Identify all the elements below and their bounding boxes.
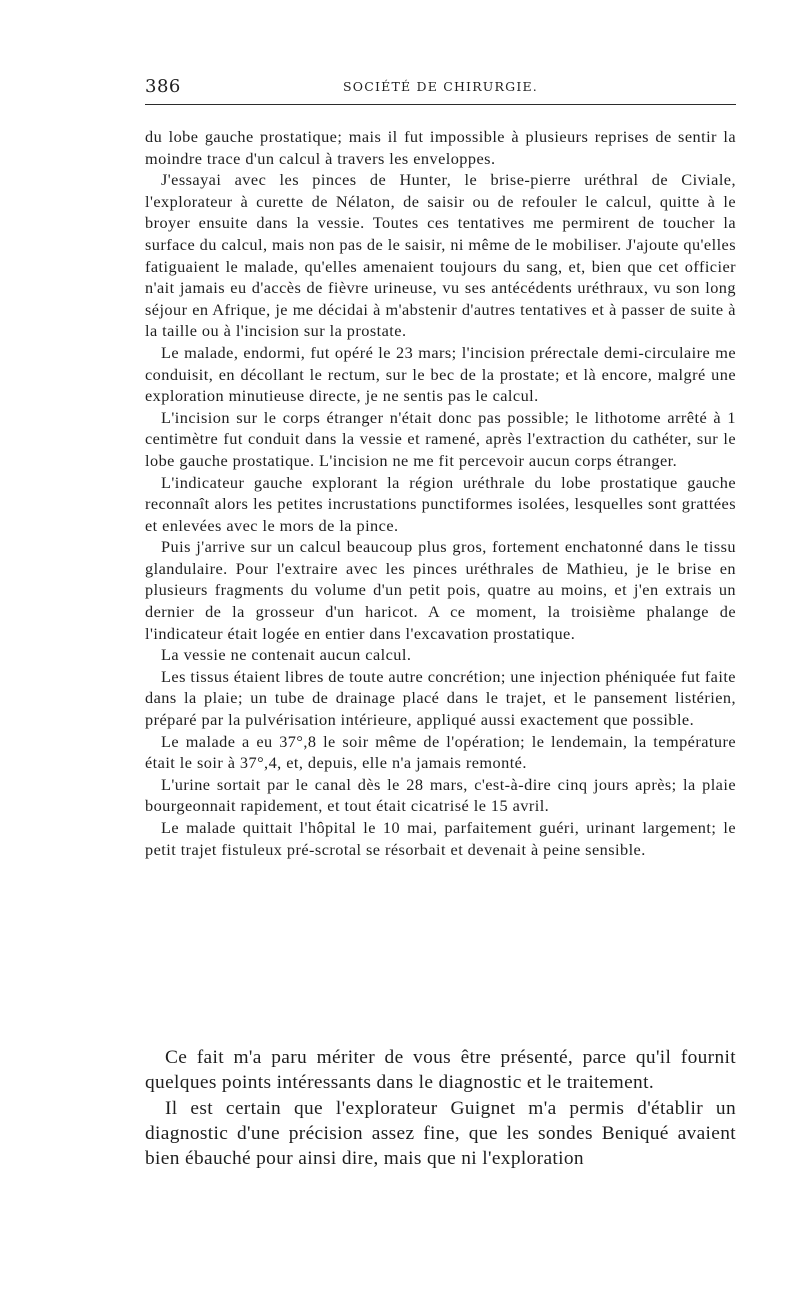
paragraph: Les tissus étaient libres de toute autre concrétion; une injection phéniquée fut faite dans la plaie; un tube de drainage placé dans le trajet, et le pansement listérien, préparé par la pulvérisation intérieure, appliqué aussi exactement que possible. bbox=[145, 666, 736, 730]
paragraph: Le malade quittait l'hôpital le 10 mai, parfaitement guéri, urinant largement; le petit trajet fistuleux pré-scrotal se résorbait et devenait à peine sensible. bbox=[145, 818, 736, 859]
paragraph: L'urine sortait par le canal dès le 28 mars, c'est-à-dire cinq jours après; la plaie bourgeonnait rapidement, et tout était cicatrisé le 15 avril. bbox=[145, 774, 736, 816]
page-number: 386 bbox=[145, 76, 181, 97]
paragraph: J'essayai avec les pinces de Hunter, le brise-pierre uréthral de Civiale, l'explorateur à curette de Nélaton, de saisir ou de refouler le calcul, quitte à le broyer ensuite dans la vessie. Toutes ces tentatives me permirent de toucher la surface du calcul, mais non pas de le saisir, ni même de le mobiliser. J'ajoute qu'elles fatiguaient le malade, qu'elles amenaient toujours du sang, et, bien que cet officier n'ait jamais eu d'accès de fièvre urineuse, vu ses antécédents uréthraux, vu son long séjour en Afrique, je me décidai à m'abstenir d'autres tentatives et à passer de suite à la taille ou à l'incision sur la prostate. bbox=[145, 170, 736, 341]
paragraph: La vessie ne contenait aucun calcul. bbox=[161, 645, 412, 665]
paragraph: Il est certain que l'explorateur Guignet m'a permis d'établir un diagnostic d'une précision assez fine, que les sondes Beniqué avaient bien ébauché pour ainsi dire, mais que ni l'exploration bbox=[145, 1097, 736, 1170]
discussion-body bbox=[145, 1045, 736, 1171]
paragraph: Le malade, endormi, fut opéré le 23 mars; l'incision prérectale demi-circulaire me conduisit, en décollant le rectum, sur le bec de la prostate; et là encore, malgré une exploration minutieuse directe, je ne sentis pas le calcul. bbox=[145, 342, 736, 406]
paragraph: Ce fait m'a paru mériter de vous être présenté, parce qu'il fournit quelques points intéressants dans le diagnostic et le traitement. bbox=[145, 1047, 736, 1094]
paragraph: L'incision sur le corps étranger n'était donc pas possible; le lithotome arrêté à 1 centimètre fut conduit dans la vessie et ramené, après l'extraction du cathéter, sur le lobe gauche prostatique. L'incision ne me fit percevoir aucun corps étranger. bbox=[145, 407, 736, 470]
running-head: SOCIÉTÉ DE CHIRURGIE. bbox=[343, 79, 538, 94]
page-header bbox=[145, 76, 736, 100]
paragraph: Le malade a eu 37°,8 le soir même de l'opération; le lendemain, la température était le soir à 37°,4, et, depuis, elle n'a jamais remonté. bbox=[145, 731, 736, 773]
paragraph: du lobe gauche prostatique; mais il fut impossible à plusieurs reprises de sentir la moindre trace d'un calcul à travers les enveloppes. bbox=[145, 127, 736, 168]
case-report-body bbox=[145, 126, 736, 860]
paragraph: L'indicateur gauche explorant la région uréthrale du lobe prostatique gauche reconnaît alors les petites incrustations punctiformes isolées, lesquelles sont grattées et enlevées avec le mors de la pince. bbox=[145, 472, 736, 535]
header-rule bbox=[145, 104, 736, 105]
paragraph: Puis j'arrive sur un calcul beaucoup plus gros, fortement enchatonné dans le tissu glandulaire. Pour l'extraire avec les pinces uréthrales de Mathieu, je le brise en plusieurs fragments du volume d'un petit pois, quatre au moins, et j'en extrais un dernier de la grosseur d'un haricot. A ce moment, la troisième phalange de l'indicateur était logée en entier dans l'excavation prostatique. bbox=[145, 537, 736, 643]
